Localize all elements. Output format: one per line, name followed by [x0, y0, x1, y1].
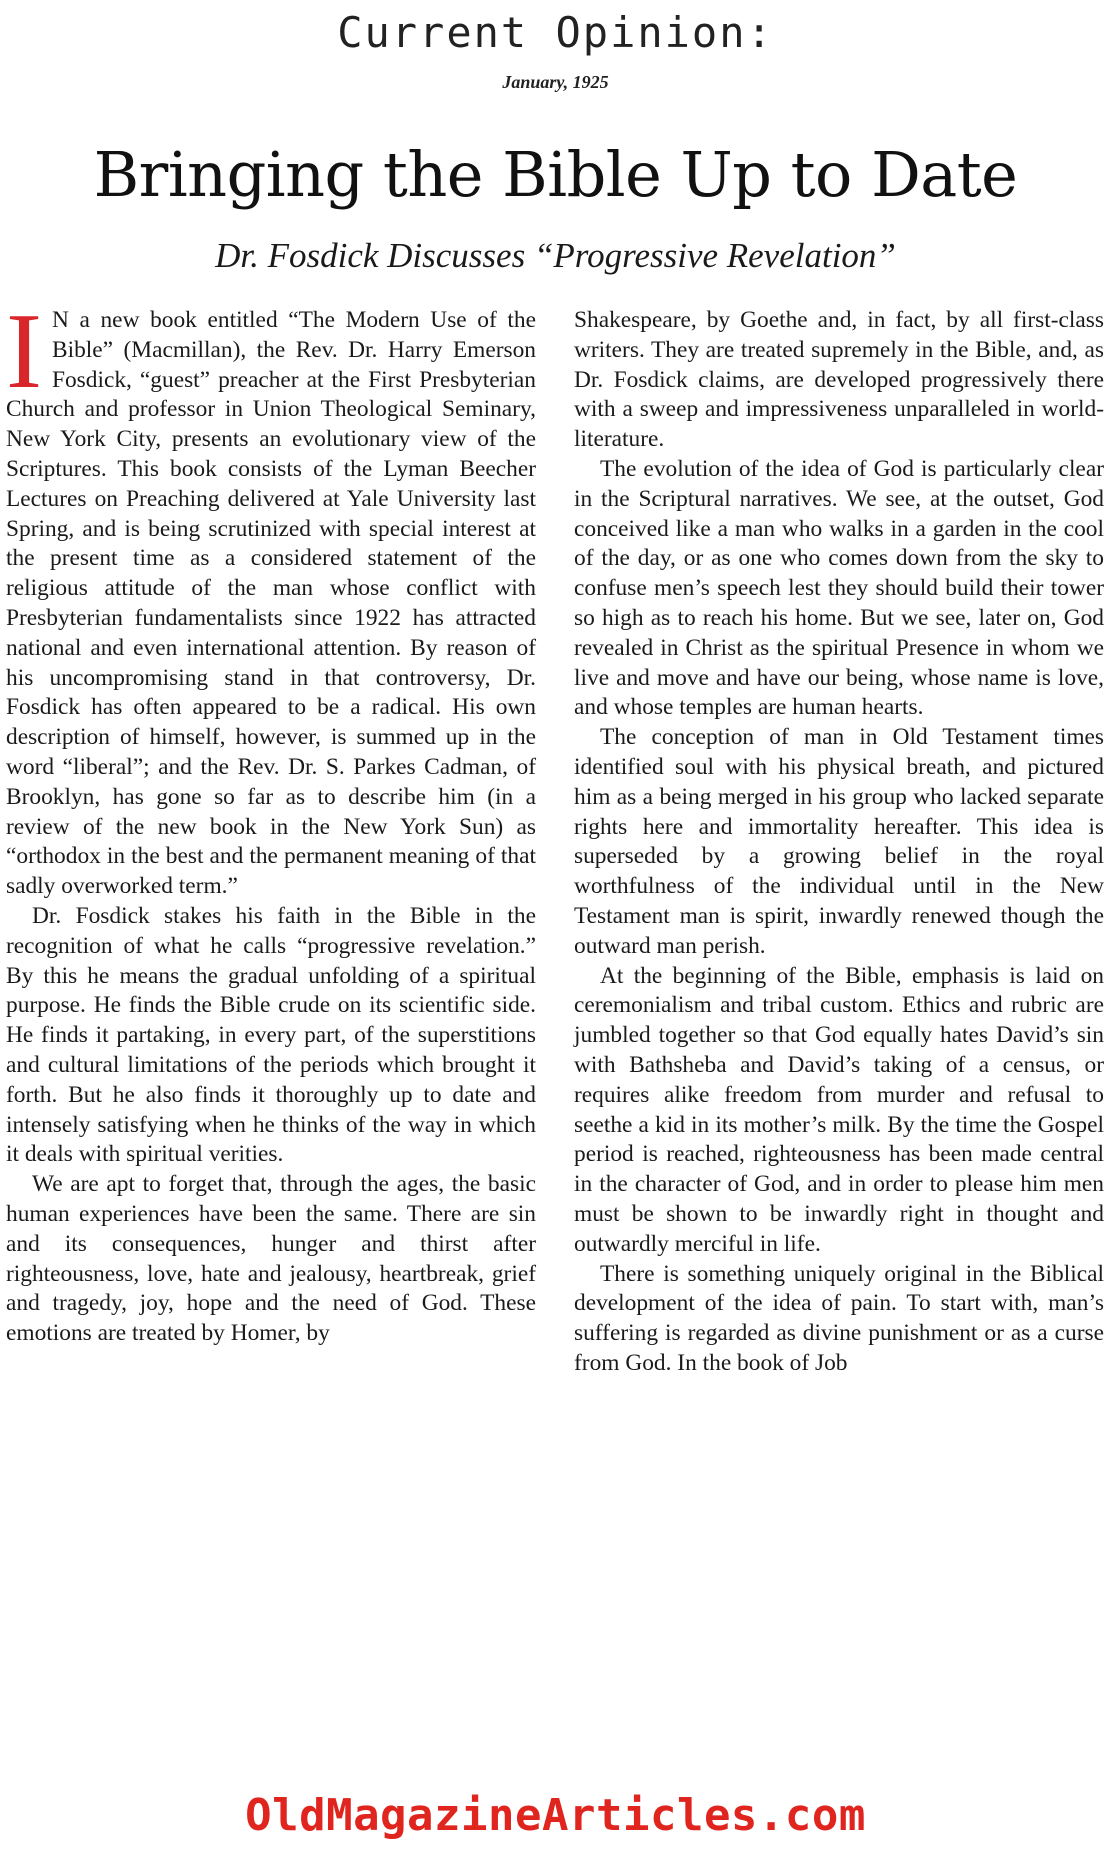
magazine-title: Current Opinion:	[337, 8, 774, 57]
paragraph: The conception of man in Old Testament times identified soul with his physical breath, and pictured him as a being merged in his group who lacked separate rights here and immortality hereafter. This idea is superseded by a growing belief in the royal worthfulness of the individual until in the New Testament man is spirit, inwardly renewed though the outward man perish.	[574, 724, 1104, 959]
paragraph: Dr. Fosdick stakes his faith in the Bible in the recognition of what he calls “progressive revelation.” By this he means the gradual unfolding of a spiritual purpose. He finds the Bible crude on its scientific side. He finds it partaking, in every part, of the superstitions and cultural limitations of the periods which brought it forth. But he also finds it thoroughly up to date and intensely satisfying when he thinks of the way in which it deals with spiritual verities.	[6, 902, 536, 1168]
paragraph: There is something uniquely original in the Biblical development of the idea of pain. To start with, man’s suffering is regarded as divine punishment or as a curse from God. In the book of Job	[574, 1260, 1104, 1376]
left-column	[6, 292, 536, 1349]
paragraph: At the beginning of the Bible, emphasis is laid on ceremonialism and tribal custom. Ethics and rubric are jumbled together so that God equally hates David’s sin with Bathsheba and David’s taking of a census, or requires alike freedom from murder and refusal to seethe a kid in its mother’s milk. By the time the Gospel period is reached, righteousness has been made central in the character of God, and in order to please him men must be shown to be inwardly right in thought and outwardly merciful in life.	[574, 962, 1104, 1257]
issue-date: January, 1925	[502, 72, 609, 92]
article-subheadline: Dr. Fosdick Discusses “Progressive Revelation”	[215, 236, 896, 275]
right-column	[574, 306, 1104, 1379]
paragraph: Shakespeare, by Goethe and, in fact, by all first-class writers. They are treated supremely in the Bible, and, as Dr. Fosdick claims, are developed progressively there with a sweep and impressiveness unparalleled in world-literature.	[574, 307, 1104, 453]
drop-cap: I	[6, 292, 42, 411]
paragraph: We are apt to forget that, through the ages, the basic human experiences have been the same. There are sin and its consequences, hunger and thirst after righteousness, love, hate and jealousy, heartbreak, grief and tragedy, joy, hope and the need of God. These emotions are treated by Homer, by	[6, 1171, 536, 1347]
paragraph: N a new book entitled “The Modern Use of the Bible” (Macmillan), the Rev. Dr. Harry Emerson Fosdick, “guest” preacher at the First Presbyterian Church and professor in Union Theological Seminary, New York City, presents an evolutionary view of the Scriptures. This book consists of the Lyman Beecher Lectures on Preaching delivered at Yale University last Spring, and is being scrutinized with special interest at the present time as a considered statement of the religious attitude of the man whose conflict with Presbyterian fundamentalists since 1922 has attracted national and even international attention. By reason of his uncompromising stand in that controversy, Dr. Fosdick has often appeared to be a radical. His own description of himself, however, is summed up in the word “liberal”; and the Rev. Dr. S. Parkes Cadman, of Brooklyn, has gone so far as to describe him (in a review of the new book in the New York Sun) as “orthodox in the best and the permanent meaning of that sadly overworked term.”	[6, 307, 536, 900]
source-watermark: OldMagazineArticles.com	[245, 1790, 866, 1841]
article-headline: Bringing the Bible Up to Date	[93, 138, 1018, 211]
paragraph: The evolution of the idea of God is particularly clear in the Scriptural narratives. We see, at the outset, God conceived like a man who walks in a garden in the cool of the day, or as one who comes down from the sky to confuse men’s speech lest they should build their tower so high as to reach his home. But we see, later on, God revealed in Christ as the spiritual Presence in whom we live and move and have our being, whose name is love, and whose temples are human hearts.	[574, 455, 1104, 721]
